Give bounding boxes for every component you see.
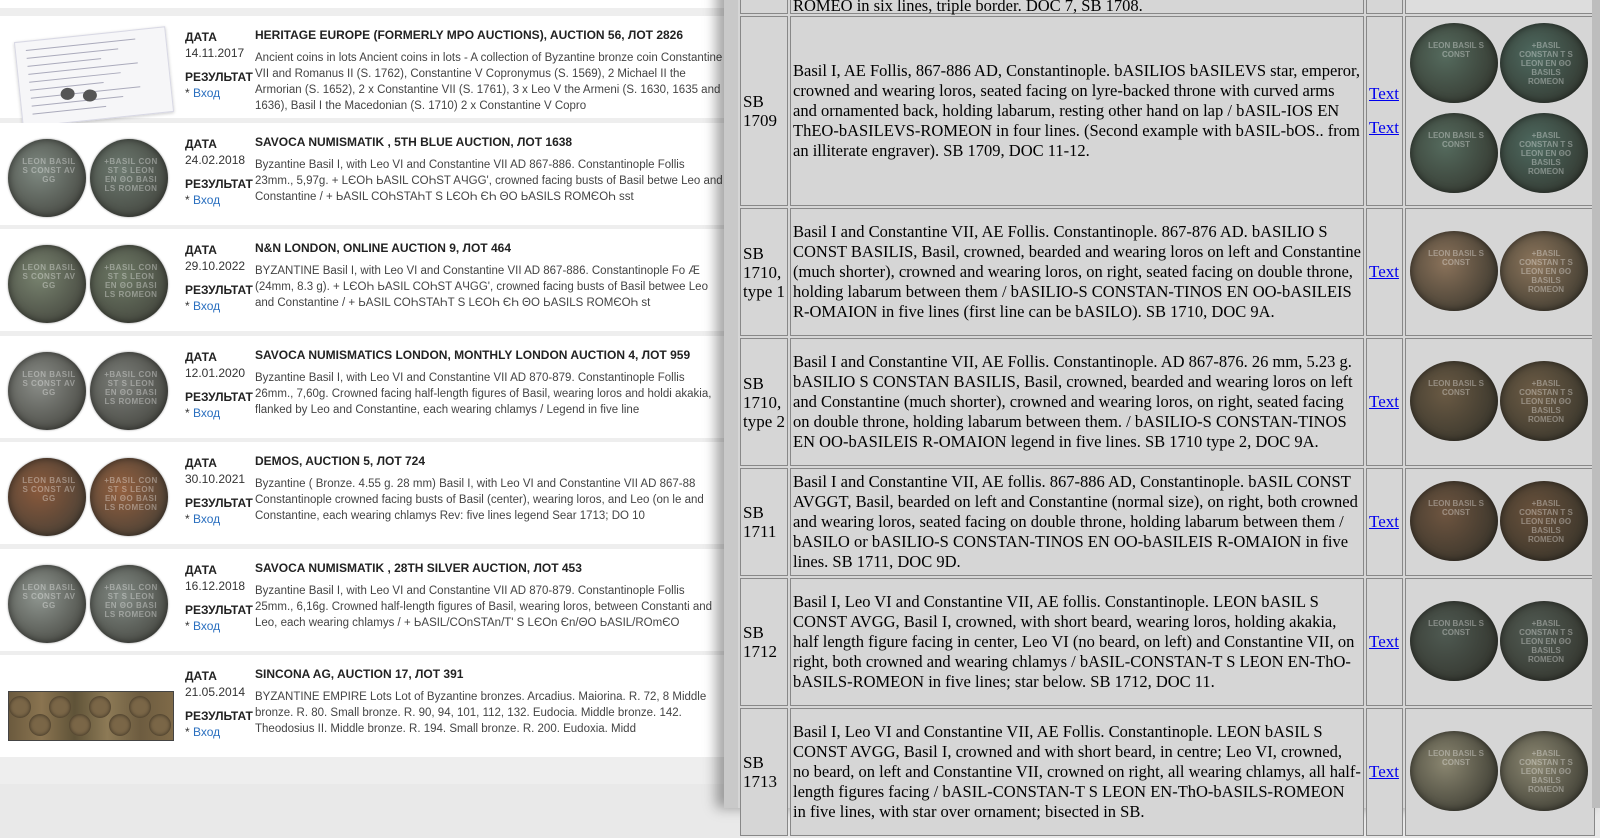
coin-reverse-image: +BASIL CONSTAN T S LEON EN ΘO BASILS ROMEON (1500, 481, 1588, 561)
date-label: ДАТА (185, 350, 217, 364)
catalog-description-text: Basil I and Constantine VII, AE follis. 867-886 AD, Constantinople. bASIL CONST AVGGT, Basil, bearded on left and Constantine (normal size), on right, both crowned and wearing loros, seated facing on double throne, holding labarum between them / bASILO or bASILIO-S CONSTAN-TINOS EN OO-bASILEIS R-OMAION in five lines. SB 1711, DOC 9D. (793, 472, 1358, 571)
coin-obverse-image: LEON BASIL S CONST AVGG (8, 139, 86, 217)
lot-description: Byzantine Basil I, with Leo VI and Constantine VII AD 870-879. Constantinople Follis 26mm., 7,60g. Crowned facing half-length figures of Basil, wearing loros and holdi akakia, flanked by Leo and Constantine, each wearing chlamys / Legend in five line (255, 372, 712, 416)
catalog-description (790, 338, 1364, 466)
text-link[interactable]: Text (1369, 118, 1399, 137)
lot-photo-bulk-coins (8, 691, 174, 741)
catalog-image-cell[interactable] (1405, 16, 1595, 206)
catalog-description-text: Basil I, AE Follis, 867-886 AD, Constantinople. bASILIOS bASILEVS star, emperor, crowned and wearing loros, seated facing on lyre-backed throne with curved arms and ornamented back, holding labarum, resting other hand on lap / bASIL-IOS EN ThEO-bASILEVS-ROMEON in four lines. (Second example with bASIL-bOS.. from an illiterate engraver). SB 1709, DOC 11-12. (793, 61, 1360, 160)
catalog-links (1366, 16, 1403, 206)
lot-title[interactable]: HERITAGE EUROPE (FORMERLY MPO AUCTIONS), AUCTION 56, ЛОТ 2826 (255, 28, 684, 42)
text-link[interactable]: Text (1369, 512, 1399, 531)
date-label: ДАТА (185, 563, 217, 577)
coin-reverse-image: +BASIL CONSTAN T S LEON EN ΘO BASILS ROMEON (1500, 731, 1588, 811)
coin-reverse-image: +BASIL CONSTAN T S LEON EN ΘO BASILS ROMEON (1500, 231, 1588, 311)
date-label: ДАТА (185, 30, 217, 44)
results-label: РЕЗУЛЬТАТ (185, 283, 253, 297)
text-link[interactable]: Text (1369, 632, 1399, 651)
lot-card[interactable] (0, 123, 724, 225)
lot-title[interactable]: SINCONA AG, AUCTION 17, ЛОТ 391 (255, 667, 464, 681)
date-label: ДАТА (185, 456, 217, 470)
date-value: 21.05.2014 (185, 685, 246, 699)
date-value: 29.10.2022 (185, 259, 246, 273)
coin-reverse-image: +BASIL CONSTAN T S LEON EN ΘO BASILS ROMEON (1500, 23, 1588, 103)
date-label: ДАТА (185, 243, 217, 257)
catalog-description-text: Basil I and Constantine VII, AE Follis. Constantinople. 867-876 AD. bASILIO S CONST BASILIS, Basil, crowned, bearded and wearing loros on left and Constantine (much shorter), crowned and wearing loros, on right, seated facing on double throne, holding labarum between them / bASILIO-S CONSTAN-TINOS EN OO-bASILEIS R-OMAION in five lines (first line can be bASILO). SB 1710, DOC 9A. (793, 222, 1361, 321)
login-line (185, 86, 220, 100)
coin-reverse-image: +BASIL CONST S LEON EN ΘO BASILS ROMEON (90, 245, 168, 323)
catalog-image-cell[interactable] (1405, 208, 1595, 336)
text-link[interactable]: Text (1369, 762, 1399, 781)
catalog-description (790, 0, 1364, 14)
date-value: 14.11.2017 (185, 46, 245, 60)
results-label: РЕЗУЛЬТАТ (185, 709, 253, 723)
coin-reverse-image: +BASIL CONST S LEON EN ΘO BASILS ROMEON (90, 458, 168, 536)
catalog-description-text: Basil I and Constantine VII, AE Follis. Constantinople. AD 867-876. 26 mm, 5.23 g. bASILIO S CONSTAN BASILIS, Basil, crowned, bearded and wearing loros on left and Constantine (much shorter), crowned and wearing loros, on right, seated facing on double throne, holding labarum between them. / bASILIO-S CONSTAN-TINOS EN OO-bASILEIS R-OMAION legend in five lines. SB 1710 type 2, DOC 9A. (793, 352, 1353, 451)
coin-obverse-image: LEON BASIL S CONST (1410, 731, 1498, 811)
coin-reverse-image: +BASIL CONST S LEON EN ΘO BASILS ROMEON (90, 139, 168, 217)
catalog-code (740, 0, 788, 14)
window-edge (724, 0, 738, 808)
lot-card[interactable] (0, 0, 724, 8)
coin-reverse-image: +BASIL CONSTAN T S LEON EN ΘO BASILS ROMEON (1500, 601, 1588, 681)
lot-image[interactable] (4, 131, 172, 217)
coin-obverse-image: LEON BASIL S CONST (1410, 361, 1498, 441)
catalog-description (790, 468, 1364, 576)
lot-card[interactable] (0, 336, 724, 438)
catalog-description (790, 16, 1364, 206)
login-link[interactable]: Вход (193, 406, 221, 420)
lot-image[interactable] (4, 237, 172, 323)
lot-card[interactable] (0, 549, 724, 651)
catalog-row (740, 468, 1595, 576)
login-bullet: * (185, 299, 194, 313)
lot-image[interactable] (4, 450, 172, 536)
coin-obverse-image: LEON BASIL S CONST AVGG (8, 458, 86, 536)
lot-image[interactable] (4, 344, 172, 430)
login-line (185, 725, 220, 739)
lot-card[interactable] (0, 655, 724, 757)
catalog-links (1366, 338, 1403, 466)
scrollbar[interactable] (1592, 0, 1600, 808)
catalog-code: SB 1712 (740, 578, 788, 706)
coin-obverse-image: LEON BASIL S CONST (1410, 481, 1498, 561)
lot-title[interactable]: N&N LONDON, ONLINE AUCTION 9, ЛОТ 464 (255, 241, 511, 255)
date-label: ДАТА (185, 137, 217, 151)
lot-card[interactable] (0, 229, 724, 331)
auction-results-list (0, 0, 724, 784)
text-link[interactable]: Text (1369, 392, 1399, 411)
login-bullet: * (185, 512, 194, 526)
catalog-description (790, 708, 1364, 836)
login-bullet: * (185, 86, 194, 100)
lot-title[interactable]: DEMOS, AUCTION 5, ЛОТ 724 (255, 454, 426, 468)
catalog-links (1366, 0, 1403, 14)
date-value: 30.10.2021 (185, 472, 246, 486)
catalog-description (790, 208, 1364, 336)
coin-reverse-image: +BASIL CONST S LEON EN ΘO BASILS ROMEON (90, 352, 168, 430)
lot-image[interactable] (4, 24, 172, 110)
results-label: РЕЗУЛЬТАТ (185, 603, 253, 617)
catalog-code: SB 1710, type 1 (740, 208, 788, 336)
catalog-image-cell[interactable] (1405, 468, 1595, 576)
login-link[interactable]: Вход (193, 299, 221, 313)
catalog-links (1366, 578, 1403, 706)
coin-reverse-image: +BASIL CONSTAN T S LEON EN ΘO BASILS ROMEON (1500, 113, 1588, 193)
lot-photo-paper (14, 26, 174, 127)
catalog-row (740, 338, 1595, 466)
date-value: 16.12.2018 (185, 579, 246, 593)
results-label: РЕЗУЛЬТАТ (185, 177, 253, 191)
login-link[interactable]: Вход (193, 86, 221, 100)
catalog-row (740, 208, 1595, 336)
catalog-image-cell[interactable] (1405, 708, 1595, 836)
coin-obverse-image: LEON BASIL S CONST (1410, 23, 1498, 103)
date-label: ДАТА (185, 669, 217, 683)
catalog-description (790, 578, 1364, 706)
text-link[interactable]: Text (1369, 262, 1399, 281)
coin-obverse-image: LEON BASIL S CONST AVGG (8, 565, 86, 643)
catalog-image-cell[interactable] (1405, 338, 1595, 466)
catalog-code: SB 1711 (740, 468, 788, 576)
login-bullet: * (185, 725, 194, 739)
catalog-links (1366, 208, 1403, 336)
coin-reverse-image: +BASIL CONST S LEON EN ΘO BASILS ROMEON (90, 565, 168, 643)
text-link[interactable]: Text (1369, 84, 1399, 103)
catalog-row (740, 16, 1595, 206)
coin-reverse-image: +BASIL CONSTAN T S LEON EN ΘO BASILS ROMEON (1500, 361, 1588, 441)
login-link[interactable]: Вход (193, 193, 221, 207)
catalog-code: SB 1713 (740, 708, 788, 836)
results-label: РЕЗУЛЬТАТ (185, 70, 253, 84)
lot-description: Ancient coins in lots Ancient coins in lots - A collection of Byzantine bronze coin Constantine VII and Romanus II (S. 1762), Constantine V Copronymus (S. 1569), 2 Michael II the Armorian (S. 1652), 2 x Constantine VII (S. 1761), 3 x Leo V the Armeni (S. 1630, 1635 and 1636), Basil I the Macedonian (S. 1710) 2 x Constantine V Copro (255, 52, 723, 112)
lot-image[interactable] (4, 663, 172, 749)
catalog-description-text: Basil I, Leo VI and Constantine VII, AE Follis. Constantinople. LEON bASIL S CONST AVGG, Basil I, crowned and with short beard, in centre; Leo VI, crowned, no beard, on left and Constantine VII, crowned on right, all wearing chlamys, all half-length figures facing / bASIL-CONSTAN-T S LEON EN-ThO-bASILS-ROMEON in five lines, with star over ornament; bisected in SB. (793, 722, 1361, 821)
catalog-row (740, 708, 1595, 836)
login-line (185, 406, 220, 420)
catalog-image-cell[interactable] (1405, 578, 1595, 706)
coin-obverse-image: LEON BASIL S CONST (1410, 601, 1498, 681)
login-line (185, 193, 220, 207)
coin-obverse-image: LEON BASIL S CONST (1410, 113, 1498, 193)
catalog-fragment: ROMEO in six lines, triple border. DOC 7, SB 1708. (793, 0, 1143, 15)
catalog-code: SB 1710, type 2 (740, 338, 788, 466)
lot-description: Byzantine Basil I, with Leo VI and Constantine VII AD 870-879. Constantinople Follis 25mm., 6,16g. Crowned half-length figures of Basil, wearing loros, between Constanti and Leo, each wearing chlamys / + ЬASIL/COnSTAn/T' S LЄOn Єn/ΘO ЬASIL/ROmЄO (255, 585, 713, 629)
lot-description: BYZANTINE EMPIRE Lots Lot of Byzantine bronzes. Arcadius. Maiorina. R. 72, 8 Middle bronze. R. 80. Small bronze. R. 90, 94, 101, 112, 132. Eudocia. Middle bronze. 142. Theodosius II. Middle bronze. R. 194. Small bronze. R. 200. Eudoxia. Midd (255, 691, 707, 735)
lot-image[interactable] (4, 557, 172, 643)
login-line (185, 619, 220, 633)
login-line (185, 512, 220, 526)
lot-description: Byzantine ( Bronze. 4.55 g. 28 mm) Basil I, with Leo VI and Constantine VII AD 867-88 Constantinople crowned facing busts of Basil (center), wearing loros, and Leo (on le and Constantine, each wearing chlamys Rev: five lines legend Sear 1713; DO 10 (255, 478, 704, 522)
catalog-window (724, 0, 1600, 821)
login-bullet: * (185, 619, 194, 633)
results-label: РЕЗУЛЬТАТ (185, 390, 253, 404)
login-bullet: * (185, 193, 194, 207)
lot-title[interactable]: SAVOCA NUMISMATIK , 28TH SILVER AUCTION, ЛОТ 453 (255, 561, 582, 575)
login-bullet: * (185, 406, 194, 420)
login-link[interactable]: Вход (193, 725, 221, 739)
lot-description: Byzantine Basil I, with Leo VI and Constantine VII AD 867-886. Constantinople Follis 23mm., 5,97g. + LЄOҺ ЬASIL COҺST AЧGG', crowned facing busts of Basil betwe Leo and Constantine / + ЬASIL COҺSTAҺT S LЄOҺ ЄҺ ΘO ЬASILS ROMЄOҺ sst (255, 159, 723, 203)
coin-obverse-image: LEON BASIL S CONST (1410, 231, 1498, 311)
lot-card[interactable] (0, 442, 724, 544)
login-link[interactable]: Вход (193, 619, 221, 633)
lot-title[interactable]: SAVOCA NUMISMATICS LONDON, MONTHLY LONDON AUCTION 4, ЛОТ 959 (255, 348, 691, 362)
results-label: РЕЗУЛЬТАТ (185, 496, 253, 510)
login-link[interactable]: Вход (193, 512, 221, 526)
lot-description: BYZANTINE Basil I, with Leo VI and Constantine VII AD 867-886. Constantinople Fo Æ (24mm, 8.3 g). + LЄOҺ ЬASIL COҺST AЧGG', crowned facing busts of Basil betwee Leo and Constantine / + ЬASIL COҺSTAҺT S LЄOҺ ЄҺ ΘO ЬASILS ROMЄOҺ st (255, 265, 708, 309)
date-value: 24.02.2018 (185, 153, 246, 167)
login-line (185, 299, 220, 313)
catalog-table (738, 0, 1597, 838)
lot-card[interactable] (0, 16, 724, 118)
lot-title[interactable]: SAVOCA NUMISMATIK , 5TH BLUE AUCTION, ЛОТ 1638 (255, 135, 573, 149)
catalog-image-cell (1405, 0, 1595, 14)
catalog-code: SB 1709 (740, 16, 788, 206)
date-value: 12.01.2020 (185, 366, 246, 380)
coin-obverse-image: LEON BASIL S CONST AVGG (8, 352, 86, 430)
catalog-row (740, 578, 1595, 706)
coin-obverse-image: LEON BASIL S CONST AVGG (8, 245, 86, 323)
catalog-links (1366, 708, 1403, 836)
catalog-links (1366, 468, 1403, 576)
catalog-description-text: Basil I, Leo VI and Constantine VII, AE follis. Constantinople. LEON bASIL S CONST AVGG, Basil I, crowned, with short beard, wearing loros, holding akakia, half length figure facing in center, Leo VI (no beard, on left) and Constantine VII, on right, both crowned and wearing chlamys / bASIL-CONSTAN-T S LEON EN-ThO-bASILS-ROMEON in five lines; star below. SB 1712, DOC 11. (793, 592, 1355, 691)
